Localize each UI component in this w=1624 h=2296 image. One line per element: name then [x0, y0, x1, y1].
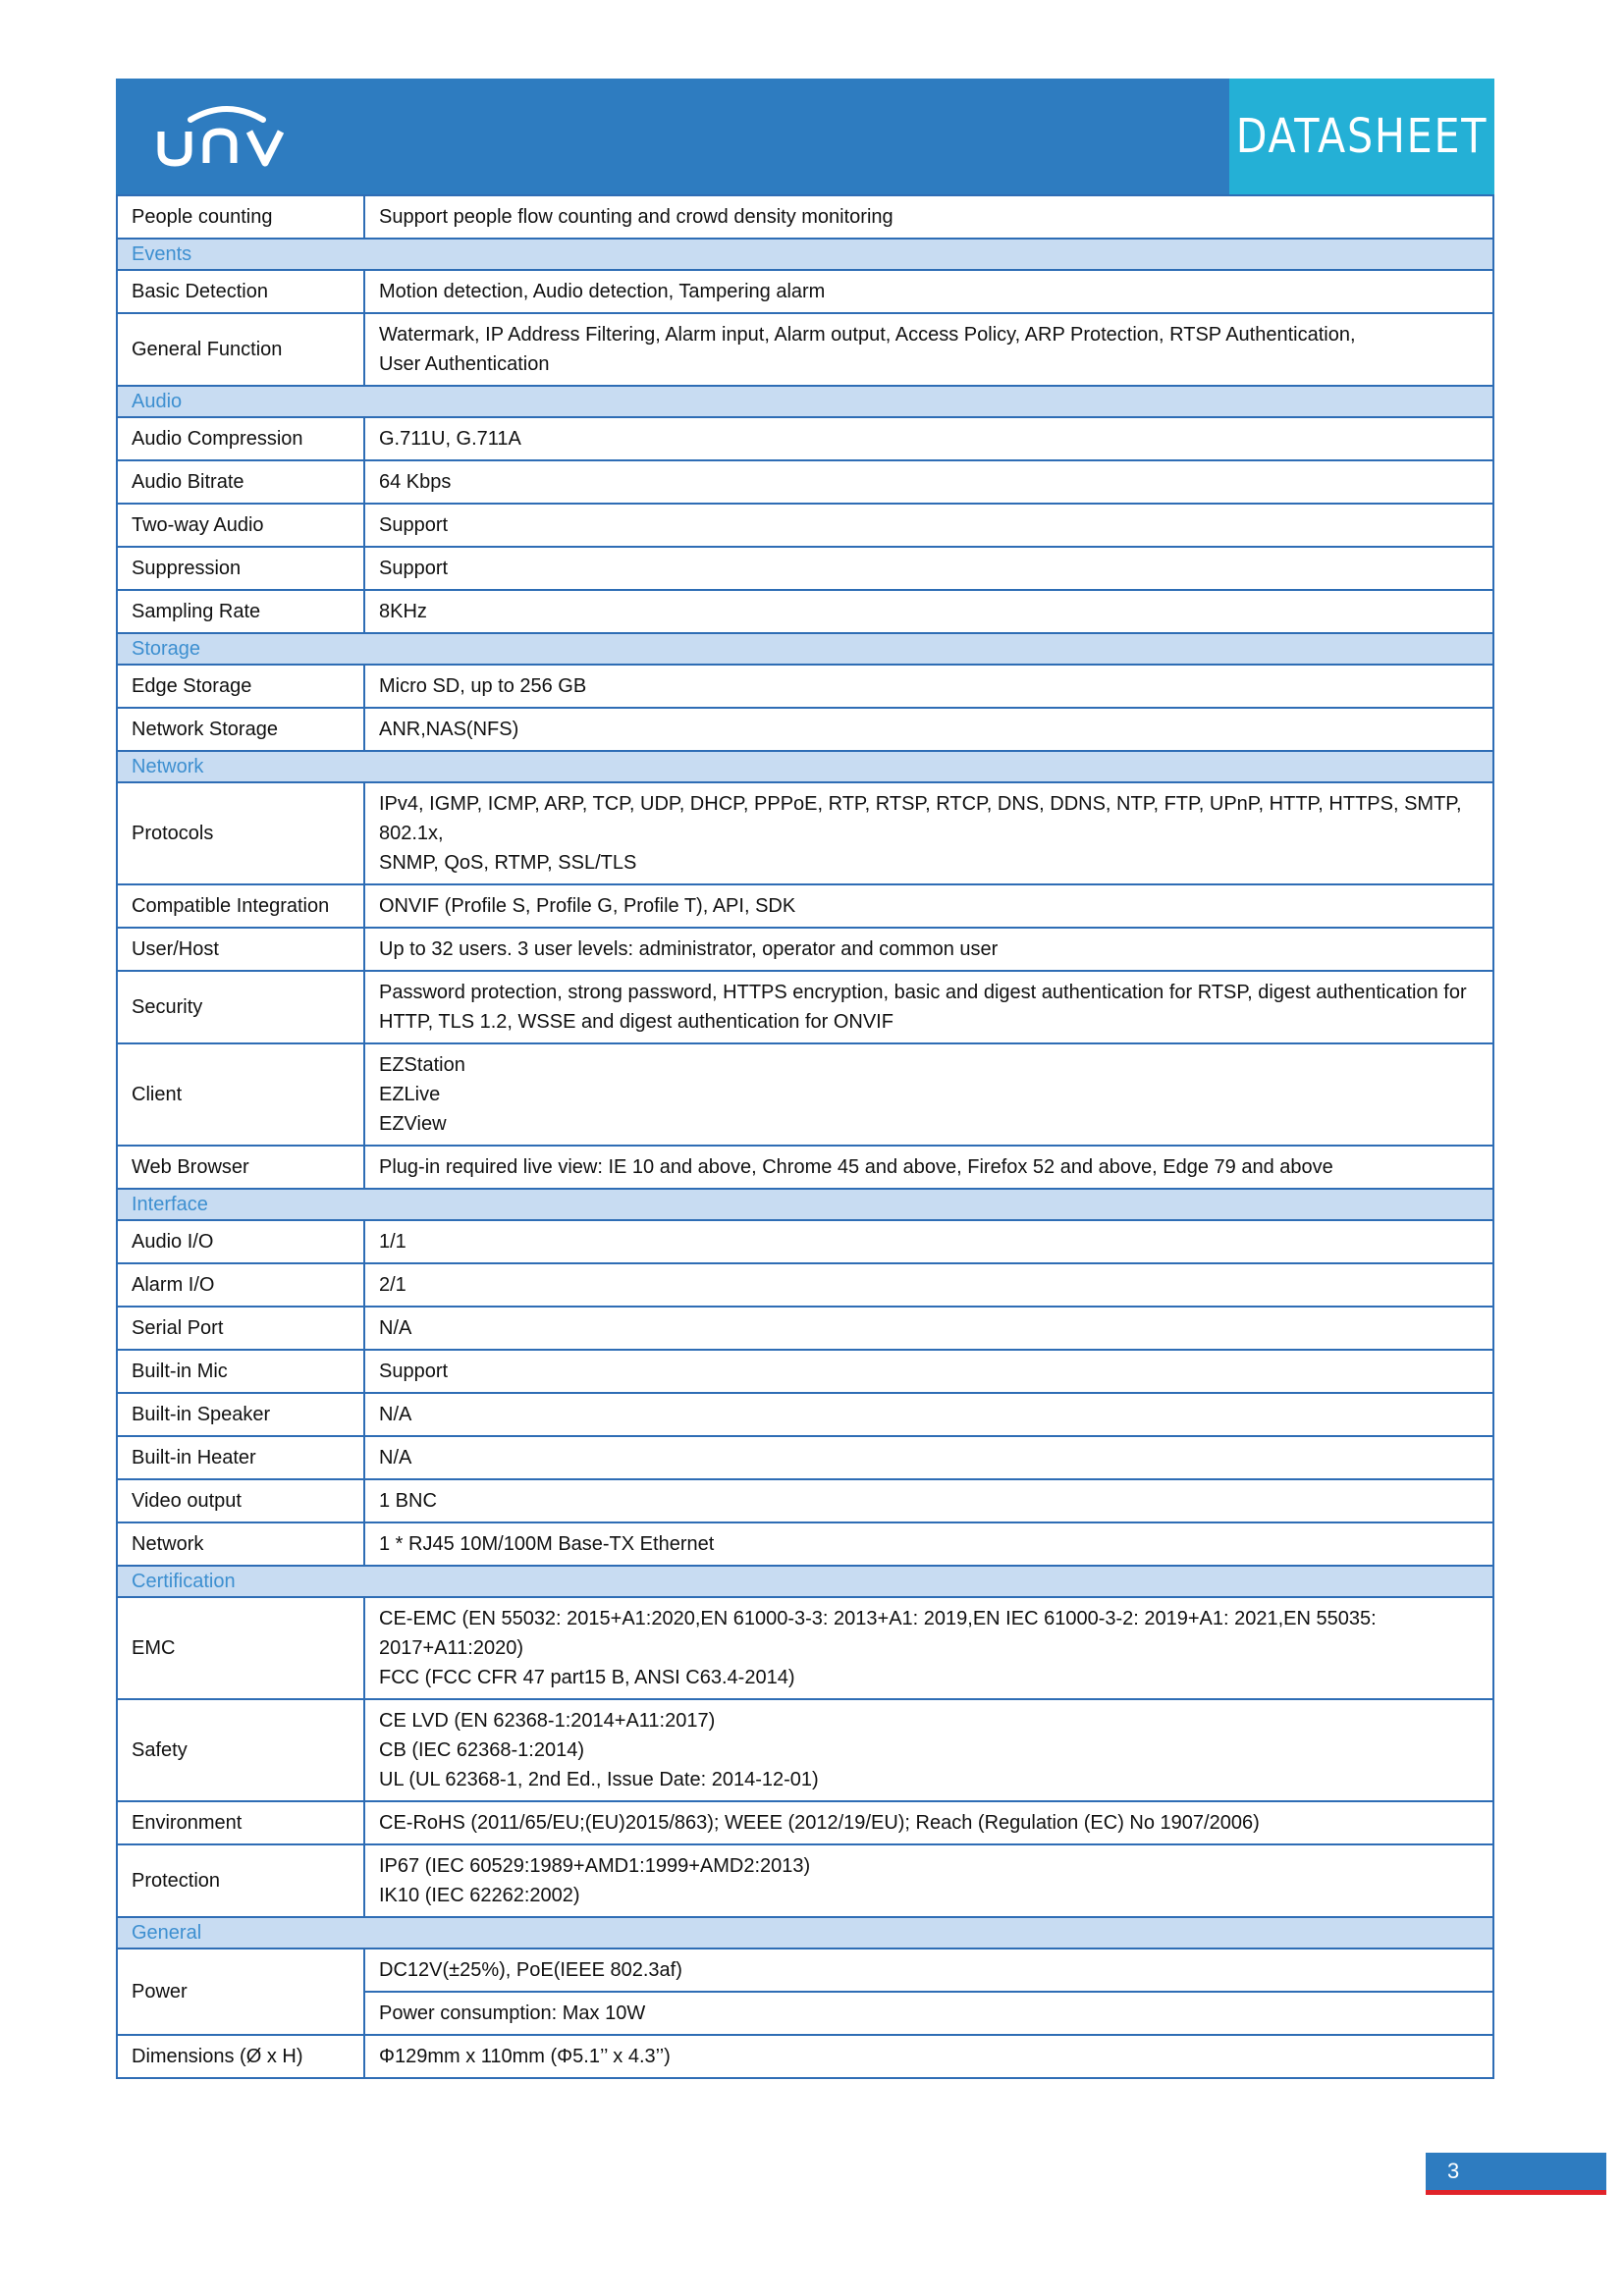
spec-row [117, 1146, 1493, 1189]
spec-row [117, 460, 1493, 504]
spec-row [117, 270, 1493, 313]
spec-value-line: EZStation [379, 1054, 465, 1076]
spec-value-line: Support [379, 558, 449, 579]
spec-row [117, 884, 1493, 928]
section-header [117, 386, 1493, 417]
spec-value-line: 1 * RJ45 10M/100M Base-TX Ethernet [379, 1533, 715, 1555]
spec-row [117, 547, 1493, 590]
spec-value-line: Up to 32 users. 3 user levels: administrator, operator and common user [379, 938, 999, 960]
section-header [117, 1189, 1493, 1220]
section-title: General [117, 1917, 1493, 1949]
spec-value [364, 1844, 1493, 1917]
spec-value-line: Φ129mm x 110mm (Φ5.1’’ x 4.3’’) [379, 2046, 671, 2067]
spec-value-line: Micro SD, up to 256 GB [379, 675, 587, 697]
spec-value [364, 971, 1493, 1043]
spec-row [117, 1220, 1493, 1263]
spec-value-line: ONVIF (Profile S, Profile G, Profile T), API, SDK [379, 895, 796, 917]
spec-value-line: ANR,NAS(NFS) [379, 719, 519, 740]
spec-row [117, 708, 1493, 751]
spec-label: Network [117, 1522, 364, 1566]
spec-row [117, 1699, 1493, 1801]
spec-value [364, 1699, 1493, 1801]
spec-label: Built-in Speaker [117, 1393, 364, 1436]
spec-value [364, 1436, 1493, 1479]
page-number: 3 [1426, 2153, 1606, 2190]
spec-value [364, 270, 1493, 313]
spec-value-line: Support [379, 1361, 449, 1382]
spec-value [364, 928, 1493, 971]
spec-value [364, 504, 1493, 547]
spec-row [117, 590, 1493, 633]
spec-row [117, 971, 1493, 1043]
spec-value [364, 590, 1493, 633]
spec-value [364, 547, 1493, 590]
spec-label: Compatible Integration [117, 884, 364, 928]
spec-value-line: G.711U, G.711A [379, 428, 521, 450]
section-header [117, 239, 1493, 270]
spec-value [364, 665, 1493, 708]
spec-row [117, 195, 1493, 239]
spec-row [117, 1393, 1493, 1436]
spec-label: Power [117, 1949, 364, 2035]
spec-value-line: N/A [379, 1447, 412, 1468]
spec-label: Audio Compression [117, 417, 364, 460]
spec-label: Sampling Rate [117, 590, 364, 633]
spec-value-line: CE-EMC (EN 55032: 2015+A1:2020,EN 61000-3-3: 2013+A1: 2019,EN IEC 61000-3-2: 2019+A1: 2021,EN 55035: [379, 1608, 1377, 1629]
spec-label: Safety [117, 1699, 364, 1801]
spec-row [117, 1844, 1493, 1917]
spec-row [117, 504, 1493, 547]
spec-value-line: Motion detection, Audio detection, Tampering alarm [379, 281, 826, 302]
section-title: Audio [117, 386, 1493, 417]
spec-row [117, 928, 1493, 971]
spec-label: Audio I/O [117, 1220, 364, 1263]
spec-label: Edge Storage [117, 665, 364, 708]
spec-label: General Function [117, 313, 364, 386]
spec-value-line: FCC (FCC CFR 47 part15 B, ANSI C63.4-2014) [379, 1667, 795, 1688]
spec-label: Serial Port [117, 1307, 364, 1350]
unv-logo-icon [153, 102, 300, 171]
spec-label: Video output [117, 1479, 364, 1522]
spec-value-line: Watermark, IP Address Filtering, Alarm input, Alarm output, Access Policy, ARP Protection, RTSP Authentication, [379, 324, 1356, 346]
spec-value [364, 417, 1493, 460]
spec-value-line: Password protection, strong password, HTTPS encryption, basic and digest authentication for RTSP, digest authentication for [379, 982, 1467, 1003]
spec-value [364, 1393, 1493, 1436]
spec-value [364, 1949, 1493, 1992]
spec-label: Security [117, 971, 364, 1043]
section-header [117, 1917, 1493, 1949]
spec-value-line: EZView [379, 1113, 447, 1135]
spec-label: Two-way Audio [117, 504, 364, 547]
spec-label: Network Storage [117, 708, 364, 751]
spec-value-line: Support people flow counting and crowd density monitoring [379, 206, 893, 228]
spec-value-line: Plug-in required live view: IE 10 and above, Chrome 45 and above, Firefox 52 and above, Edge 79 and above [379, 1156, 1333, 1178]
spec-value [364, 195, 1493, 239]
spec-value [364, 1801, 1493, 1844]
spec-value [364, 1597, 1493, 1699]
spec-value-line: IPv4, IGMP, ICMP, ARP, TCP, UDP, DHCP, PPPoE, RTP, RTSP, RTCP, DNS, DDNS, NTP, FTP, UPnP, HTTP, HTTPS, SMTP, 802.1x, [379, 793, 1462, 844]
spec-label: Protocols [117, 782, 364, 884]
section-header [117, 633, 1493, 665]
spec-label: People counting [117, 195, 364, 239]
spec-value-line: CE-RoHS (2011/65/EU;(EU)2015/863); WEEE (2012/19/EU); Reach (Regulation (EC) No 1907/2006) [379, 1812, 1260, 1834]
spec-row [117, 1522, 1493, 1566]
spec-table [116, 194, 1494, 2079]
spec-value-line: User Authentication [379, 353, 550, 375]
section-title: Interface [117, 1189, 1493, 1220]
spec-row [117, 417, 1493, 460]
spec-value-line: CB (IEC 62368-1:2014) [379, 1739, 585, 1761]
spec-value-line: Support [379, 514, 449, 536]
header-banner [116, 79, 1494, 194]
spec-row [117, 665, 1493, 708]
spec-value [364, 1043, 1493, 1146]
spec-label: Dimensions (Ø x H) [117, 2035, 364, 2078]
datasheet-label: DATASHEET [1229, 79, 1494, 194]
section-title: Events [117, 239, 1493, 270]
section-title: Storage [117, 633, 1493, 665]
spec-value [364, 1263, 1493, 1307]
spec-row [117, 2035, 1493, 2078]
spec-value: Power consumption: Max 10W [364, 1992, 1493, 2035]
spec-row [117, 1043, 1493, 1146]
spec-value-line: 1/1 [379, 1231, 406, 1253]
spec-row [117, 1949, 1493, 1992]
spec-value [364, 460, 1493, 504]
spec-value-line: SNMP, QoS, RTMP, SSL/TLS [379, 852, 637, 874]
spec-row [117, 1350, 1493, 1393]
spec-label: Basic Detection [117, 270, 364, 313]
spec-value [364, 1350, 1493, 1393]
spec-value [364, 884, 1493, 928]
spec-row [117, 313, 1493, 386]
section-header [117, 1566, 1493, 1597]
spec-label: Web Browser [117, 1146, 364, 1189]
spec-label: Built-in Heater [117, 1436, 364, 1479]
spec-label: Alarm I/O [117, 1263, 364, 1307]
spec-value [364, 1146, 1493, 1189]
spec-row [117, 1801, 1493, 1844]
spec-label: Client [117, 1043, 364, 1146]
spec-label: Environment [117, 1801, 364, 1844]
spec-row [117, 782, 1493, 884]
spec-value [364, 782, 1493, 884]
spec-row [117, 1307, 1493, 1350]
spec-value-line: 2017+A11:2020) [379, 1637, 523, 1659]
spec-value-line: UL (UL 62368-1, 2nd Ed., Issue Date: 2014-12-01) [379, 1769, 819, 1790]
page-number-underline [1426, 2190, 1606, 2195]
spec-value-line: IP67 (IEC 60529:1989+AMD1:1999+AMD2:2013) [379, 1855, 811, 1877]
section-header [117, 751, 1493, 782]
spec-value [364, 1307, 1493, 1350]
spec-value [364, 708, 1493, 751]
section-title: Network [117, 751, 1493, 782]
spec-label: EMC [117, 1597, 364, 1699]
spec-row [117, 1263, 1493, 1307]
spec-label: Protection [117, 1844, 364, 1917]
spec-value-line: IK10 (IEC 62262:2002) [379, 1885, 580, 1906]
spec-value-line: 64 Kbps [379, 471, 452, 493]
spec-value-line: EZLive [379, 1084, 441, 1105]
spec-value [364, 1220, 1493, 1263]
spec-label: User/Host [117, 928, 364, 971]
spec-row [117, 1479, 1493, 1522]
spec-label: Audio Bitrate [117, 460, 364, 504]
spec-row [117, 1597, 1493, 1699]
spec-value-line: HTTP, TLS 1.2, WSSE and digest authentication for ONVIF [379, 1011, 893, 1033]
spec-label: Suppression [117, 547, 364, 590]
spec-value [364, 1522, 1493, 1566]
spec-value-line: N/A [379, 1404, 412, 1425]
spec-value-line: CE LVD (EN 62368-1:2014+A11:2017) [379, 1710, 716, 1732]
spec-value-line: 8KHz [379, 601, 427, 622]
spec-label: Built-in Mic [117, 1350, 364, 1393]
spec-value [364, 2035, 1493, 2078]
spec-value [364, 313, 1493, 386]
section-title: Certification [117, 1566, 1493, 1597]
spec-value [364, 1479, 1493, 1522]
spec-value-line: N/A [379, 1317, 412, 1339]
spec-row [117, 1436, 1493, 1479]
spec-value-line: 1 BNC [379, 1490, 437, 1512]
spec-value-line: 2/1 [379, 1274, 406, 1296]
spec-value-line: DC12V(±25%), PoE(IEEE 802.3af) [379, 1959, 682, 1981]
